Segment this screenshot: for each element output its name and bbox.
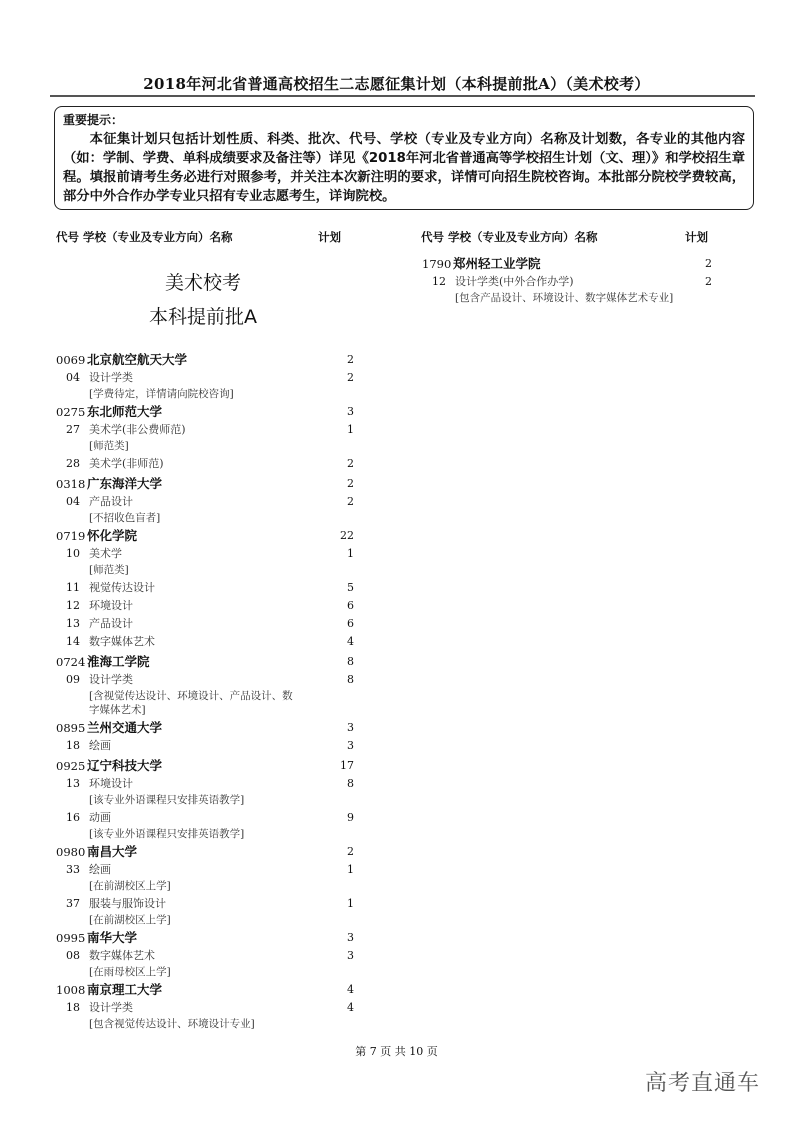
school-plan: 4 [347, 983, 354, 996]
major-name: 视觉传达设计 [89, 581, 155, 594]
school-name: 广东海洋大学 [87, 476, 163, 491]
major-entry [422, 273, 714, 305]
school-name: 南华大学 [87, 930, 138, 945]
major-name: 服装与服饰设计 [89, 897, 166, 910]
school-name: 北京航空航天大学 [87, 352, 188, 367]
major-entry [56, 579, 356, 597]
major-plan: 2 [347, 457, 354, 470]
school-row [56, 719, 356, 737]
major-name: 绘画 [89, 863, 111, 876]
school-plan: 8 [347, 655, 354, 668]
notice-body: 本征集计划只包括计划性质、科类、批次、代号、学校（专业及专业方向）名称及计划数，各专业的其他内容（如：学制、学费、单科成绩要求及备注等）详见《2018年河北省普通高等学校招生计划（文、理）》和学校招生章程。填报前请考生务必进行对照参考，并关注本次新注明的要求，详情可向招生院校咨询。本批部分院校学费较高，部分中外合作办学专业只招有专业志愿考生，详询院校。 [63, 132, 745, 204]
major-code: 18 [66, 739, 80, 752]
major-code: 04 [66, 495, 80, 508]
school-code: 0980 [56, 845, 86, 859]
major-row [56, 947, 356, 965]
major-entry [56, 861, 356, 893]
major-row [56, 597, 356, 615]
school-plan: 2 [705, 257, 712, 270]
school-row [56, 757, 356, 775]
major-plan: 6 [347, 599, 354, 612]
school-plan: 17 [340, 759, 354, 772]
major-row [56, 737, 356, 755]
major-row [56, 421, 356, 439]
school-code: 0318 [56, 477, 86, 491]
major-name: 美术学(非师范) [89, 457, 164, 470]
left-school-list [56, 349, 356, 1033]
school-plan: 2 [347, 477, 354, 490]
school-name: 郑州轻工业学院 [453, 256, 541, 271]
school-row [56, 843, 356, 861]
page-title: 2018年河北省普通高校招生二志愿征集计划（本科提前批A）（美术校考） [143, 75, 650, 93]
school-code: 0995 [56, 931, 86, 945]
major-entry [56, 597, 356, 615]
major-plan: 3 [347, 739, 354, 752]
major-row [56, 633, 356, 651]
major-note: [含视觉传达设计、环境设计、产品设计、数字媒体艺术] [89, 690, 293, 716]
school-code: 1008 [56, 983, 86, 997]
major-plan: 3 [347, 949, 354, 962]
major-note: [师范类] [89, 440, 129, 452]
major-plan: 1 [347, 547, 354, 560]
page-footer: 第 7 页 共 10 页 [355, 1045, 438, 1058]
major-note: [该专业外语课程只安排英语教学] [89, 828, 245, 840]
title-divider [50, 95, 755, 97]
major-name: 设计学类(中外合作办学) [455, 275, 574, 288]
major-name: 环境设计 [89, 599, 133, 612]
major-note: [不招收色盲者] [89, 512, 161, 524]
school-name: 东北师范大学 [87, 404, 163, 419]
major-note: [包含产品设计、环境设计、数字媒体艺术专业] [455, 292, 674, 304]
major-note: [在雨母校区上学] [89, 966, 171, 978]
major-code: 16 [66, 811, 80, 824]
major-row [56, 775, 356, 793]
major-code: 37 [66, 897, 80, 910]
major-plan: 1 [347, 863, 354, 876]
major-code: 33 [66, 863, 80, 876]
major-code: 09 [66, 673, 80, 686]
major-name: 绘画 [89, 739, 111, 752]
major-name: 产品设计 [89, 617, 133, 630]
school-name: 兰州交通大学 [87, 720, 163, 735]
major-entry [56, 615, 356, 633]
school-code: 0275 [56, 405, 86, 419]
major-note: [在前湖校区上学] [89, 880, 171, 892]
major-name: 数字媒体艺术 [89, 949, 155, 962]
school-plan: 2 [347, 845, 354, 858]
major-plan: 4 [347, 635, 354, 648]
school-code: 0069 [56, 353, 86, 367]
major-note: [该专业外语课程只安排英语教学] [89, 794, 245, 806]
school-name: 怀化学院 [87, 528, 138, 543]
left-column-header-plan: 计划 [318, 230, 341, 244]
major-code: 04 [66, 371, 80, 384]
major-note: [包含视觉传达设计、环境设计专业] [89, 1018, 255, 1030]
major-note: [在前湖校区上学] [89, 914, 171, 926]
major-name: 环境设计 [89, 777, 133, 790]
major-entry [56, 671, 356, 717]
major-note: [学费待定，详情请向院校咨询] [89, 388, 234, 400]
right-column-header-name: 代号 学校（专业及专业方向）名称 [421, 230, 598, 244]
watermark-logo: 高考直通车 [645, 1071, 761, 1096]
major-plan: 2 [347, 371, 354, 384]
major-row [56, 455, 356, 473]
major-code: 12 [432, 275, 446, 288]
major-entry [56, 455, 356, 473]
notice-heading: 重要提示： [63, 113, 124, 127]
major-row [56, 999, 356, 1017]
major-entry [56, 493, 356, 525]
major-name: 美术学 [89, 547, 122, 560]
major-plan: 8 [347, 777, 354, 790]
batch-title-early-a: 本科提前批A [149, 306, 257, 328]
school-plan: 2 [347, 353, 354, 366]
major-name: 设计学类 [89, 673, 133, 686]
school-plan: 3 [347, 405, 354, 418]
major-name: 动画 [89, 811, 111, 824]
school-row [56, 981, 356, 999]
major-entry [56, 947, 356, 979]
school-row [56, 351, 356, 369]
school-plan: 3 [347, 931, 354, 944]
school-row [422, 255, 714, 273]
major-row [56, 493, 356, 511]
important-notice-box [54, 106, 754, 210]
major-plan: 1 [347, 897, 354, 910]
school-row [56, 475, 356, 493]
major-row [56, 671, 356, 689]
school-code: 1790 [422, 257, 452, 271]
school-name: 南京理工大学 [87, 982, 163, 997]
major-entry [56, 895, 356, 927]
major-row [422, 273, 714, 291]
major-entry [56, 633, 356, 651]
right-column-header-plan: 计划 [685, 230, 708, 244]
major-plan: 8 [347, 673, 354, 686]
major-entry [56, 737, 356, 755]
school-code: 0724 [56, 655, 86, 669]
major-row [56, 545, 356, 563]
school-name: 南昌大学 [87, 844, 138, 859]
major-plan: 5 [347, 581, 354, 594]
major-plan: 6 [347, 617, 354, 630]
major-code: 12 [66, 599, 80, 612]
major-plan: 2 [347, 495, 354, 508]
school-row [56, 653, 356, 671]
school-plan: 22 [340, 529, 354, 542]
major-code: 18 [66, 1001, 80, 1014]
major-code: 13 [66, 777, 80, 790]
major-entry [56, 545, 356, 577]
major-entry [56, 999, 356, 1031]
major-plan: 4 [347, 1001, 354, 1014]
major-row [56, 895, 356, 913]
school-row [56, 929, 356, 947]
major-code: 11 [66, 581, 80, 594]
major-name: 产品设计 [89, 495, 133, 508]
major-entry [56, 421, 356, 453]
school-name: 淮海工学院 [87, 654, 150, 669]
major-code: 10 [66, 547, 80, 560]
major-entry [56, 775, 356, 807]
major-row [56, 861, 356, 879]
major-plan: 9 [347, 811, 354, 824]
major-code: 27 [66, 423, 80, 436]
major-name: 设计学类 [89, 1001, 133, 1014]
major-row [56, 579, 356, 597]
major-code: 08 [66, 949, 80, 962]
major-code: 28 [66, 457, 80, 470]
left-column-header-name: 代号 学校（专业及专业方向）名称 [56, 230, 233, 244]
school-code: 0925 [56, 759, 86, 773]
major-row [56, 809, 356, 827]
school-row [56, 403, 356, 421]
major-plan: 2 [705, 275, 712, 288]
major-row [56, 615, 356, 633]
major-entry [56, 369, 356, 401]
right-school-list [422, 253, 714, 307]
major-name: 美术学(非公费师范) [89, 423, 186, 436]
major-name: 设计学类 [89, 371, 133, 384]
school-plan: 3 [347, 721, 354, 734]
school-row [56, 527, 356, 545]
major-entry [56, 809, 356, 841]
major-code: 14 [66, 635, 80, 648]
major-plan: 1 [347, 423, 354, 436]
school-name: 辽宁科技大学 [87, 758, 163, 773]
major-name: 数字媒体艺术 [89, 635, 155, 648]
major-note: [师范类] [89, 564, 129, 576]
school-code: 0719 [56, 529, 86, 543]
major-code: 13 [66, 617, 80, 630]
major-row [56, 369, 356, 387]
school-code: 0895 [56, 721, 86, 735]
batch-title-art-exam: 美术校考 [164, 272, 241, 294]
